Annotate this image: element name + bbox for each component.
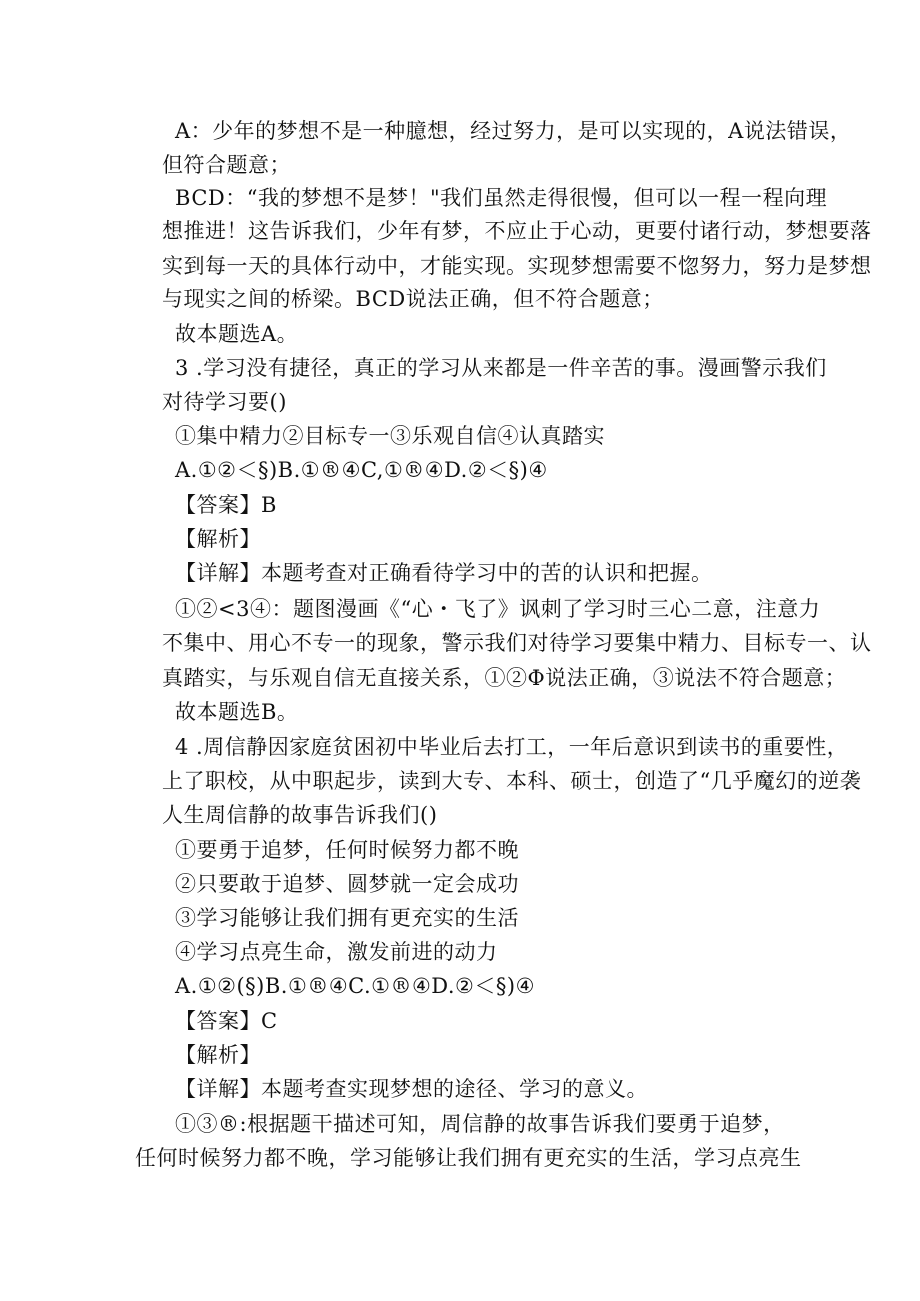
analysis-heading: 【解析】 xyxy=(175,527,261,551)
paragraph-line: 实到每一天的具体行动中，才能实现。实现梦想需要不惚努力，努力是梦想 xyxy=(162,254,872,278)
question-line: 对待学习要() xyxy=(162,390,287,414)
question-line: 3 .学习没有捷径，真正的学习从来都是一件辛苦的事。漫画警示我们 xyxy=(175,356,827,380)
statement-line: ①集中精力②目标专一③乐观自信④认真踏实 xyxy=(175,424,605,448)
paragraph-line: 故本题选B。 xyxy=(175,700,299,724)
question-line: 人生周信静的故事告诉我们() xyxy=(162,803,438,827)
question-line: 4 .周信静因家庭贫困初中毕业后去打工，一年后意识到读书的重要性， xyxy=(175,735,849,759)
answer-line: 【答案】C xyxy=(175,1009,278,1033)
paragraph-line: ①③®:根据题干描述可知，周信静的故事告诉我们要勇于追梦， xyxy=(175,1112,785,1136)
options-line: A.①②＜§)B.①®④C,①®④D.②＜§)④ xyxy=(175,458,548,482)
paragraph-line: 真踏实，与乐观自信无直接关系，①②Φ说法正确，③说法不符合题意； xyxy=(162,666,847,690)
paragraph-line: A：少年的梦想不是一种臆想，经过努力，是可以实现的，A说法错误， xyxy=(175,119,852,143)
question-line: 上了职校，从中职起步，读到大专、本科、硕士，创造了“几乎魔幻的逆袭 xyxy=(162,769,862,793)
paragraph-line: 与现实之间的桥梁。BCD说法正确，但不符合题意； xyxy=(162,287,664,311)
detail-line: 【详解】本题考查对正确看待学习中的苦的认识和把握。 xyxy=(175,561,713,585)
paragraph-line: BCD：“我的梦想不是梦！"我们虽然走得很慢，但可以一程一程向理 xyxy=(175,186,828,210)
statement-line: ④学习点亮生命，激发前进的动力 xyxy=(175,940,498,964)
analysis-heading: 【解析】 xyxy=(175,1043,261,1067)
statement-line: ③学习能够让我们拥有更充实的生活 xyxy=(175,906,519,930)
paragraph-line: 不集中、用心不专一的现象，警示我们对待学习要集中精力、目标专一、认 xyxy=(162,631,872,655)
answer-line: 【答案】B xyxy=(175,493,277,517)
paragraph-line: 故本题选A。 xyxy=(175,322,299,346)
paragraph-line: 但符合题意； xyxy=(162,153,291,177)
statement-line: ①要勇于追梦，任何时候努力都不晚 xyxy=(175,838,519,862)
paragraph-line: ①②<3④：题图漫画《“心・飞了》讽刺了学习时三心二意，注意力 xyxy=(175,597,821,621)
paragraph-line: 想推进！这告诉我们，少年有梦，不应止于心动，更要付诸行动，梦想要落 xyxy=(162,219,872,243)
statement-line: ②只要敢于追梦、圆梦就一定会成功 xyxy=(175,872,519,896)
options-line: A.①②(§)B.①®④C.①®④D.②＜§)④ xyxy=(175,974,535,998)
paragraph-line: 任何时候努力都不晚，学习能够让我们拥有更充实的生活，学习点亮生 xyxy=(135,1146,802,1170)
detail-line: 【详解】本题考查实现梦想的途径、学习的意义。 xyxy=(175,1077,648,1101)
